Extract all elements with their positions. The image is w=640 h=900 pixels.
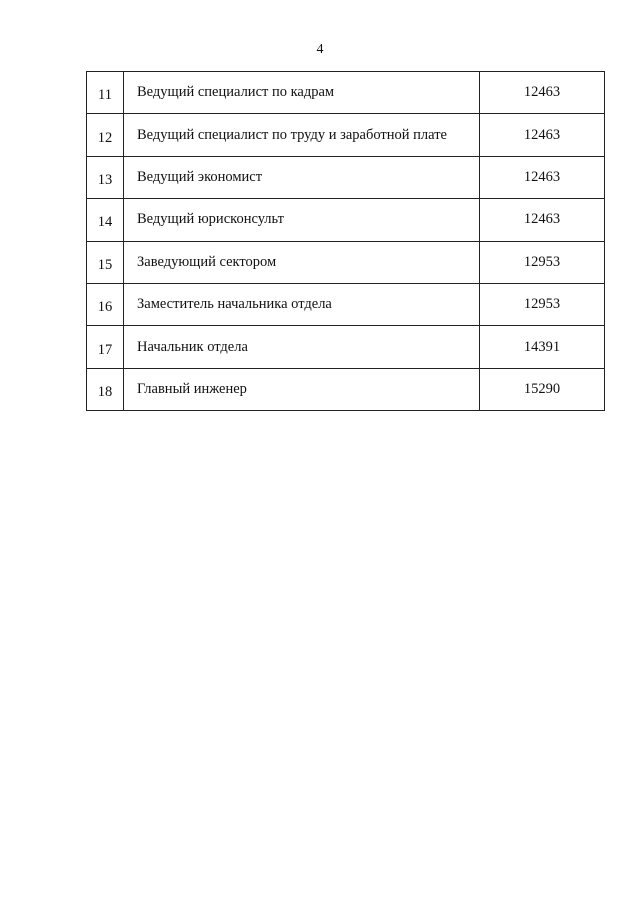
salary-value: 12463	[480, 114, 605, 156]
row-number: 13	[87, 156, 124, 198]
position-title: Ведущий специалист по труду и заработной плате	[124, 114, 480, 156]
salary-value: 12463	[480, 156, 605, 198]
row-number: 14	[87, 199, 124, 241]
table-row	[87, 368, 605, 410]
salary-value: 14391	[480, 326, 605, 368]
position-title: Начальник отдела	[124, 326, 480, 368]
salary-value: 12463	[480, 72, 605, 114]
salary-table	[86, 71, 605, 411]
position-title: Заместитель начальника отдела	[124, 283, 480, 325]
position-title: Заведующий сектором	[124, 241, 480, 283]
position-title: Ведущий юрисконсульт	[124, 199, 480, 241]
row-number: 18	[87, 368, 124, 410]
row-number: 11	[87, 72, 124, 114]
salary-value: 12463	[480, 199, 605, 241]
salary-value: 15290	[480, 368, 605, 410]
table-row	[87, 156, 605, 198]
table-row	[87, 241, 605, 283]
table-row	[87, 199, 605, 241]
salary-value: 12953	[480, 241, 605, 283]
table-row	[87, 283, 605, 325]
row-number: 17	[87, 326, 124, 368]
position-title: Ведущий специалист по кадрам	[124, 72, 480, 114]
table-row	[87, 72, 605, 114]
row-number: 12	[87, 114, 124, 156]
row-number: 15	[87, 241, 124, 283]
row-number: 16	[87, 283, 124, 325]
table-row	[87, 114, 605, 156]
table-row	[87, 326, 605, 368]
position-title: Главный инженер	[124, 368, 480, 410]
salary-value: 12953	[480, 283, 605, 325]
position-title: Ведущий экономист	[124, 156, 480, 198]
page-number: 4	[316, 42, 324, 57]
